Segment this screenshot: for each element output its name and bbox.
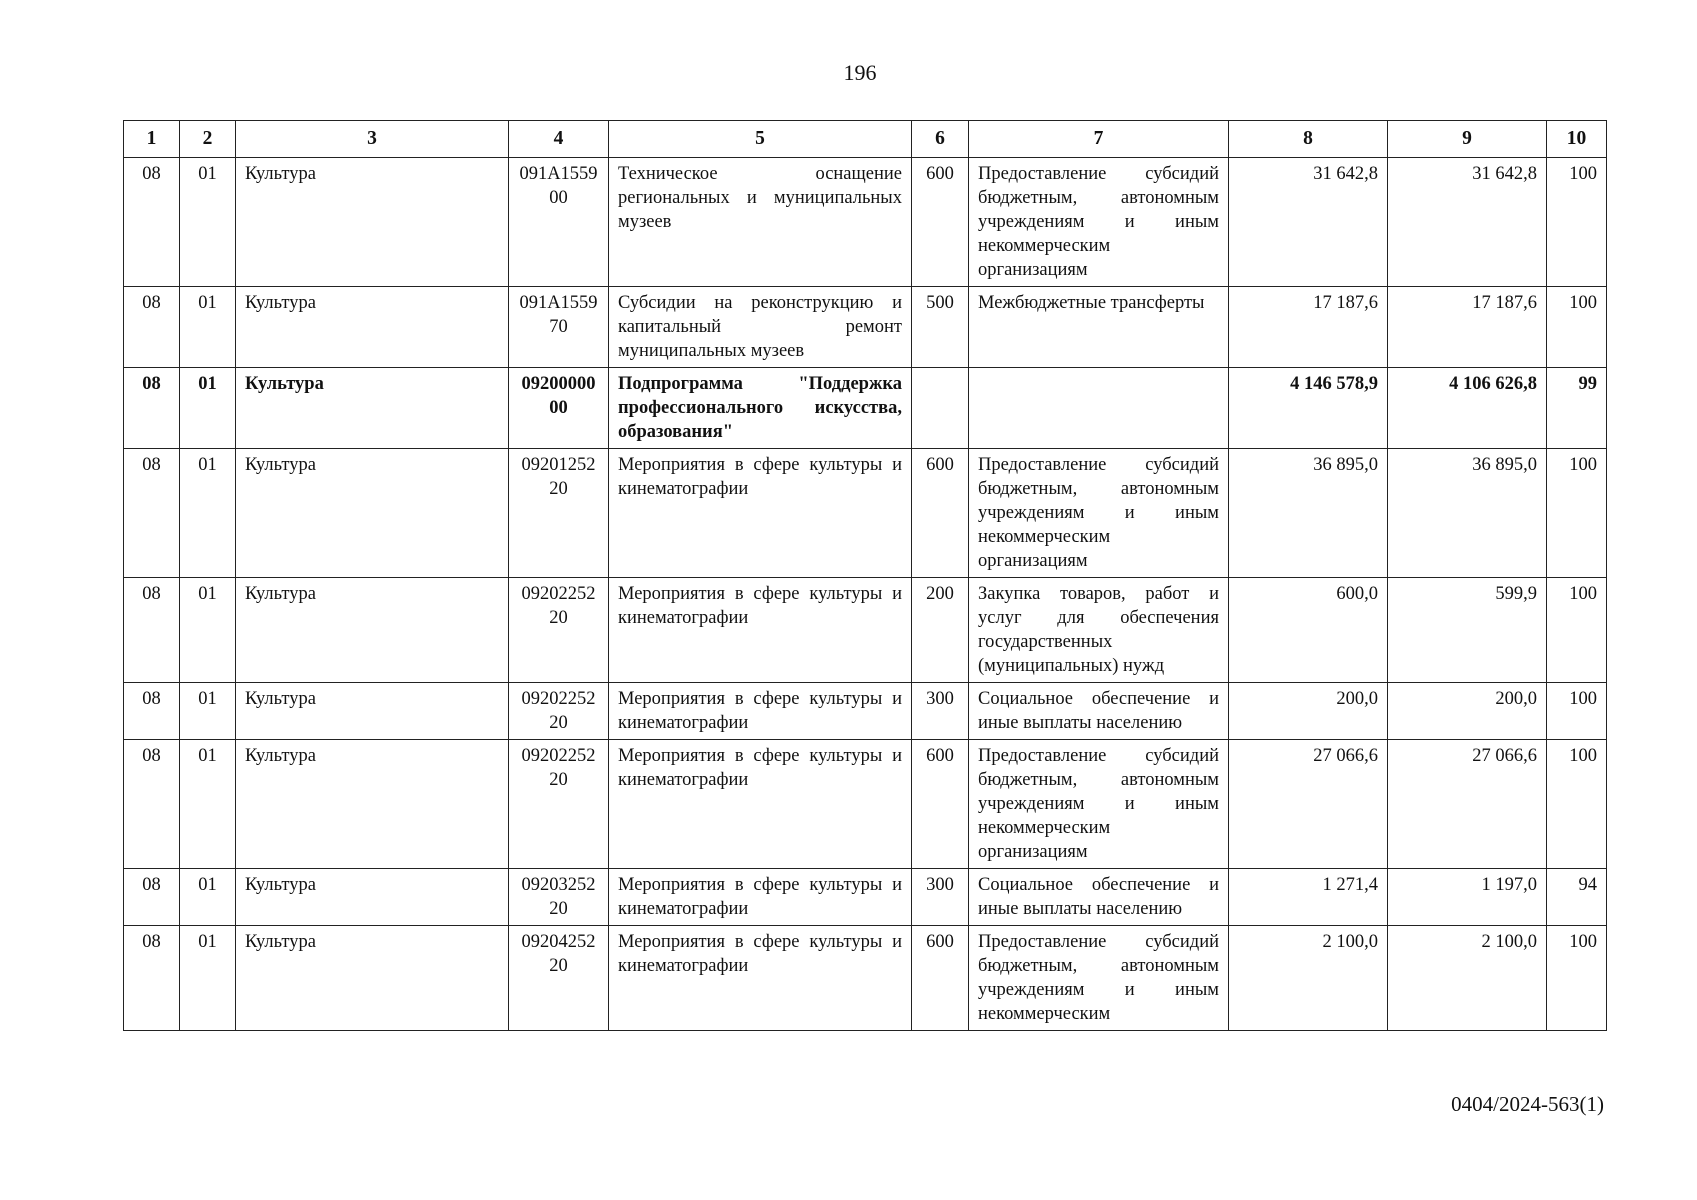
planned-amount-cell: 600,0 xyxy=(1229,578,1388,683)
section-name-cell: Культура xyxy=(236,368,509,449)
expense-type-name-cell: Социальное обеспечение и иные выплаты населению xyxy=(969,869,1229,926)
column-header: 7 xyxy=(969,121,1229,158)
target-article-code-cell: 0920425220 xyxy=(509,926,609,1031)
execution-percent-cell: 100 xyxy=(1547,740,1607,869)
table-row xyxy=(124,869,1607,926)
expense-type-code-cell: 300 xyxy=(912,683,969,740)
article-name-cell: Техническое оснащение региональных и муниципальных музеев xyxy=(609,158,912,287)
section-code-cell: 08 xyxy=(124,869,180,926)
section-name-cell: Культура xyxy=(236,926,509,1031)
expense-type-name-cell: Предоставление субсидий бюджетным, автономным учреждениям и иным некоммерческим организациям xyxy=(969,740,1229,869)
subsection-code-cell: 01 xyxy=(180,287,236,368)
actual-amount-cell: 599,9 xyxy=(1388,578,1547,683)
planned-amount-cell: 1 271,4 xyxy=(1229,869,1388,926)
column-header: 10 xyxy=(1547,121,1607,158)
article-name-cell: Мероприятия в сфере культуры и кинематографии xyxy=(609,926,912,1031)
target-article-code-cell: 091A155970 xyxy=(509,287,609,368)
section-name-cell: Культура xyxy=(236,683,509,740)
expense-type-code-cell: 200 xyxy=(912,578,969,683)
table-row xyxy=(124,287,1607,368)
section-code-cell: 08 xyxy=(124,368,180,449)
column-header: 5 xyxy=(609,121,912,158)
section-name-cell: Культура xyxy=(236,578,509,683)
article-name-cell: Мероприятия в сфере культуры и кинематографии xyxy=(609,869,912,926)
actual-amount-cell: 27 066,6 xyxy=(1388,740,1547,869)
subsection-code-cell: 01 xyxy=(180,578,236,683)
expense-type-code-cell: 500 xyxy=(912,287,969,368)
section-code-cell: 08 xyxy=(124,449,180,578)
section-code-cell: 08 xyxy=(124,158,180,287)
subsection-code-cell: 01 xyxy=(180,683,236,740)
section-code-cell: 08 xyxy=(124,683,180,740)
execution-percent-cell: 100 xyxy=(1547,158,1607,287)
target-article-code-cell: 0920325220 xyxy=(509,869,609,926)
table-row xyxy=(124,158,1607,287)
subsection-code-cell: 01 xyxy=(180,926,236,1031)
expense-type-name-cell: Межбюджетные трансферты xyxy=(969,287,1229,368)
section-code-cell: 08 xyxy=(124,740,180,869)
planned-amount-cell: 31 642,8 xyxy=(1229,158,1388,287)
section-name-cell: Культура xyxy=(236,869,509,926)
expense-type-name-cell: Предоставление субсидий бюджетным, автономным учреждениям и иным некоммерческим xyxy=(969,926,1229,1031)
table-body xyxy=(124,158,1607,1031)
execution-percent-cell: 100 xyxy=(1547,449,1607,578)
actual-amount-cell: 2 100,0 xyxy=(1388,926,1547,1031)
target-article-code-cell: 0920225220 xyxy=(509,683,609,740)
planned-amount-cell: 200,0 xyxy=(1229,683,1388,740)
table-header-row xyxy=(124,121,1607,158)
subsection-code-cell: 01 xyxy=(180,449,236,578)
article-name-cell: Мероприятия в сфере культуры и кинематографии xyxy=(609,449,912,578)
target-article-code-cell: 091A155900 xyxy=(509,158,609,287)
article-name-cell: Мероприятия в сфере культуры и кинематографии xyxy=(609,683,912,740)
table-row xyxy=(124,683,1607,740)
planned-amount-cell: 4 146 578,9 xyxy=(1229,368,1388,449)
table-row xyxy=(124,926,1607,1031)
column-header: 4 xyxy=(509,121,609,158)
expense-type-code-cell: 300 xyxy=(912,869,969,926)
column-header: 2 xyxy=(180,121,236,158)
target-article-code-cell: 0920225220 xyxy=(509,740,609,869)
execution-percent-cell: 100 xyxy=(1547,683,1607,740)
article-name-cell: Мероприятия в сфере культуры и кинематографии xyxy=(609,740,912,869)
expense-type-name-cell: Закупка товаров, работ и услуг для обеспечения государственных (муниципальных) нужд xyxy=(969,578,1229,683)
execution-percent-cell: 100 xyxy=(1547,578,1607,683)
column-header: 8 xyxy=(1229,121,1388,158)
execution-percent-cell: 94 xyxy=(1547,869,1607,926)
planned-amount-cell: 17 187,6 xyxy=(1229,287,1388,368)
subsection-code-cell: 01 xyxy=(180,869,236,926)
planned-amount-cell: 36 895,0 xyxy=(1229,449,1388,578)
section-name-cell: Культура xyxy=(236,740,509,869)
actual-amount-cell: 4 106 626,8 xyxy=(1388,368,1547,449)
expense-type-code-cell: 600 xyxy=(912,926,969,1031)
planned-amount-cell: 27 066,6 xyxy=(1229,740,1388,869)
expense-type-code-cell: 600 xyxy=(912,449,969,578)
target-article-code-cell: 0920225220 xyxy=(509,578,609,683)
expense-type-name-cell xyxy=(969,368,1229,449)
execution-percent-cell: 100 xyxy=(1547,287,1607,368)
execution-percent-cell: 100 xyxy=(1547,926,1607,1031)
column-header: 1 xyxy=(124,121,180,158)
expense-type-code-cell xyxy=(912,368,969,449)
subsection-code-cell: 01 xyxy=(180,158,236,287)
table-row xyxy=(124,449,1607,578)
column-header: 9 xyxy=(1388,121,1547,158)
actual-amount-cell: 200,0 xyxy=(1388,683,1547,740)
actual-amount-cell: 36 895,0 xyxy=(1388,449,1547,578)
section-name-cell: Культура xyxy=(236,449,509,578)
expense-type-name-cell: Предоставление субсидий бюджетным, автономным учреждениям и иным некоммерческим организациям xyxy=(969,449,1229,578)
article-name-cell: Мероприятия в сфере культуры и кинематографии xyxy=(609,578,912,683)
expense-type-name-cell: Социальное обеспечение и иные выплаты населению xyxy=(969,683,1229,740)
article-name-cell: Подпрограмма "Поддержка профессионального искусства, образования" xyxy=(609,368,912,449)
subsection-code-cell: 01 xyxy=(180,740,236,869)
actual-amount-cell: 17 187,6 xyxy=(1388,287,1547,368)
section-code-cell: 08 xyxy=(124,926,180,1031)
section-name-cell: Культура xyxy=(236,287,509,368)
column-header: 6 xyxy=(912,121,969,158)
table-row xyxy=(124,368,1607,449)
actual-amount-cell: 31 642,8 xyxy=(1388,158,1547,287)
table-row xyxy=(124,740,1607,869)
column-header: 3 xyxy=(236,121,509,158)
expense-type-name-cell: Предоставление субсидий бюджетным, автономным учреждениям и иным некоммерческим организациям xyxy=(969,158,1229,287)
subsection-code-cell: 01 xyxy=(180,368,236,449)
page-number: 196 xyxy=(843,60,877,85)
table-row xyxy=(124,578,1607,683)
execution-percent-cell: 99 xyxy=(1547,368,1607,449)
planned-amount-cell: 2 100,0 xyxy=(1229,926,1388,1031)
actual-amount-cell: 1 197,0 xyxy=(1388,869,1547,926)
target-article-code-cell: 0920000000 xyxy=(509,368,609,449)
article-name-cell: Субсидии на реконструкцию и капитальный ремонт муниципальных музеев xyxy=(609,287,912,368)
section-code-cell: 08 xyxy=(124,287,180,368)
section-code-cell: 08 xyxy=(124,578,180,683)
target-article-code-cell: 0920125220 xyxy=(509,449,609,578)
section-name-cell: Культура xyxy=(236,158,509,287)
expense-type-code-cell: 600 xyxy=(912,158,969,287)
expense-type-code-cell: 600 xyxy=(912,740,969,869)
budget-table xyxy=(123,120,1607,1031)
document-code: 0404/2024-563(1) xyxy=(1451,1092,1604,1116)
